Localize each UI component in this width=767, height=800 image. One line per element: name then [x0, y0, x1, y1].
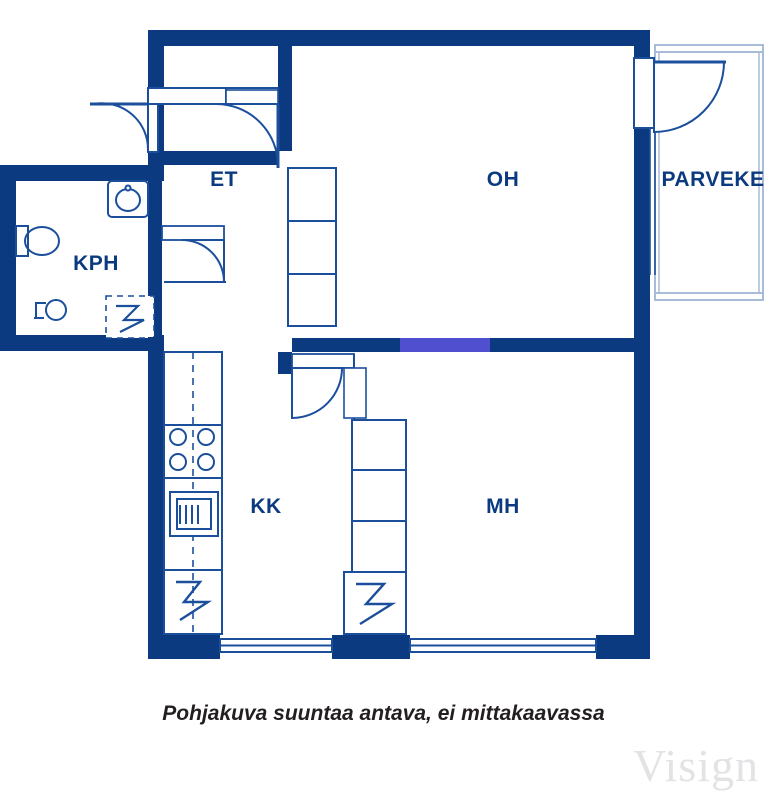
door-et-kph[interactable]	[162, 226, 226, 282]
kitchen-sink	[170, 492, 218, 536]
wall-stub-kph	[148, 337, 164, 351]
washbasin	[108, 181, 148, 217]
visign-watermark: Visign	[633, 740, 759, 791]
door-kk-mh[interactable]	[292, 354, 366, 420]
room-label-mh: MH	[486, 495, 520, 518]
wc-toilet	[16, 226, 59, 256]
window-mh	[410, 639, 596, 652]
wardrobe-mh	[352, 420, 406, 572]
room-label-parveke: PARVEKE	[661, 168, 765, 191]
room-label-kk: KK	[250, 495, 282, 518]
room-label-et: ET	[210, 168, 238, 191]
wardrobe-oh	[288, 168, 336, 326]
floor-drain	[34, 300, 66, 320]
window-balcony	[650, 120, 655, 275]
radiator-mh	[344, 572, 406, 634]
room-label-oh: OH	[486, 168, 520, 191]
washing-machine-reservation	[106, 296, 154, 338]
window-accent-strip	[400, 338, 490, 352]
room-label-kph: KPH	[73, 252, 119, 275]
balcony-door[interactable]	[634, 58, 726, 132]
plan-caption: Pohjakuva suuntaa antava, ei mittakaavassa	[162, 702, 605, 725]
window-kk	[220, 639, 332, 652]
